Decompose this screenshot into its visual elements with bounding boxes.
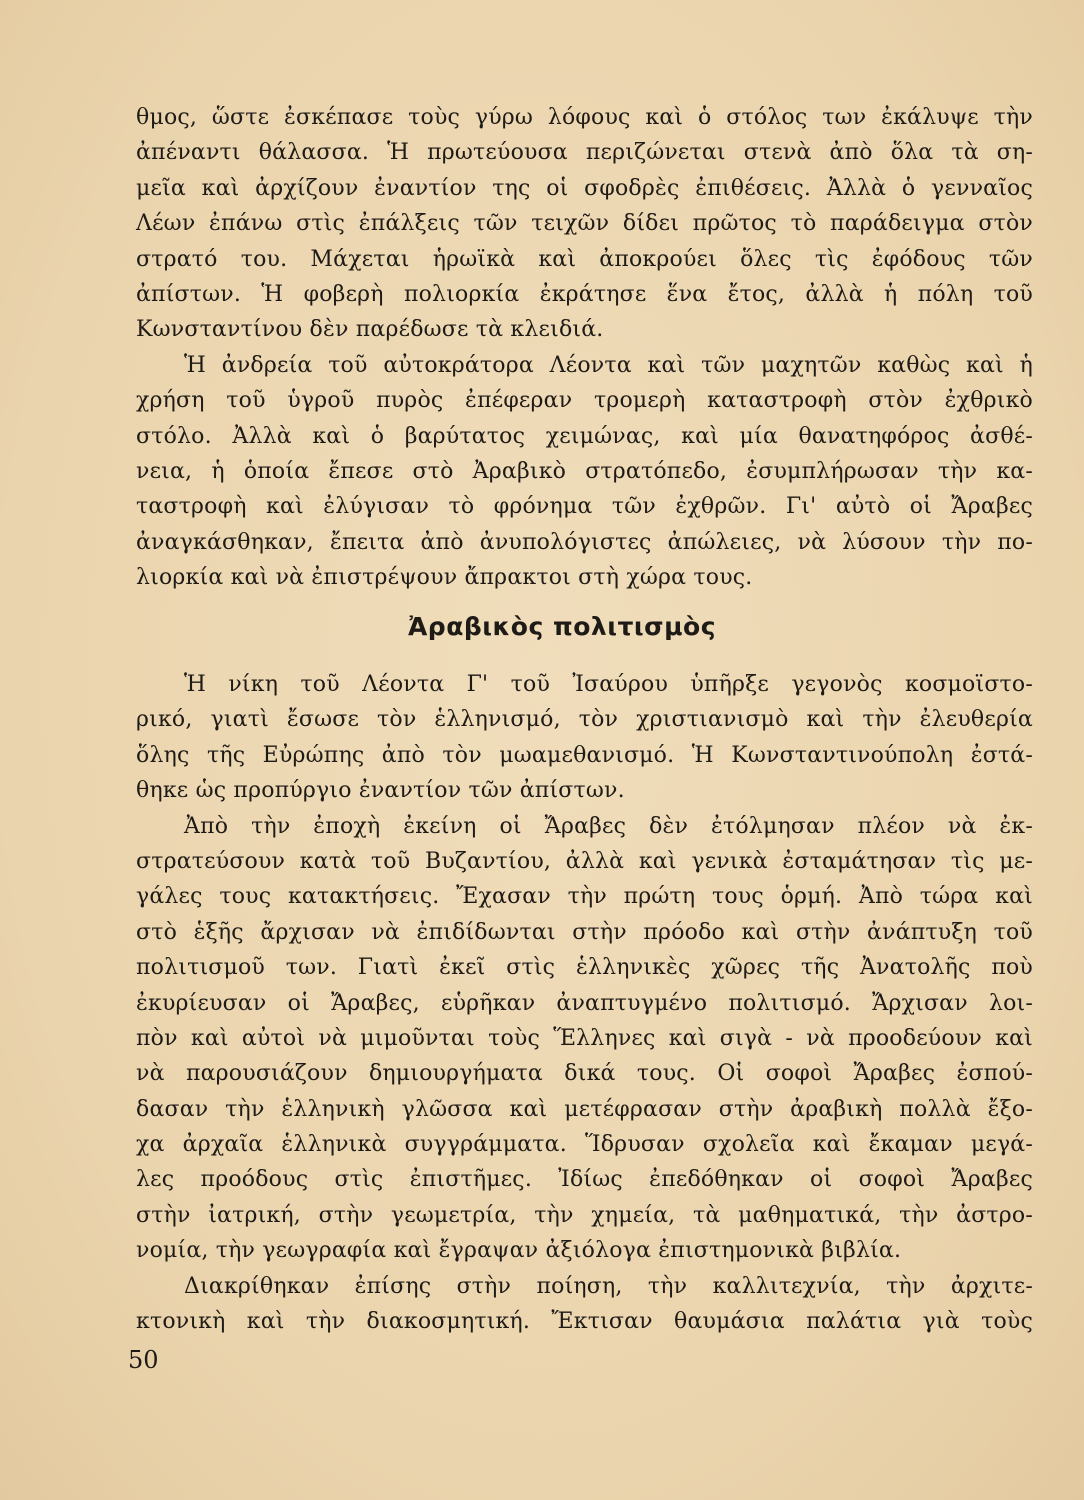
text-line: Διακρίθηκαν ἐπίσης στὴν ποίηση, τὴν καλλιτεχνία, τὴν ἀρχιτε-	[184, 1273, 1033, 1299]
text-line: γάλες τους κατακτήσεις. Ἔχασαν τὴν πρώτη τους ὁρμή. Ἀπὸ τώρα καὶ	[136, 884, 1033, 910]
text-line: ἐκυρίευσαν οἱ Ἄραβες, εὑρῆκαν ἀναπτυγμένο πολιτισμό. Ἄρχισαν λοι-	[136, 990, 1033, 1016]
text-line: στρατό του. Μάχεται ἡρωϊκὰ καὶ ἀποκρούει ὅλες τὶς ἐφόδους τῶν	[136, 246, 1033, 272]
text-line: Ἀπὸ τὴν ἐποχὴ ἐκείνη οἱ Ἄραβες δὲν ἐτόλμησαν πλέον νὰ ἐκ-	[184, 813, 1033, 839]
text-line: Ἡ νίκη τοῦ Λέοντα Γ' τοῦ Ἰσαύρου ὑπῆρξε γεγονὸς κοσμοϊστο-	[184, 672, 1033, 697]
section-one-text	[136, 100, 1033, 595]
text-line: στόλο. Ἀλλὰ καὶ ὁ βαρύτατος χειμώνας, καὶ μία θανατηφόρος ἀσθέ-	[136, 423, 1033, 449]
text-line: στὸ ἑξῆς ἄρχισαν νὰ ἐπιδίδωνται στὴν πρόοδο καὶ στὴν ἀνάπτυξη τοῦ	[136, 919, 1033, 945]
text-line: μεῖα καὶ ἀρχίζουν ἐναντίον της οἱ σφοδρὲς ἐπιθέσεις. Ἀλλὰ ὁ γενναῖος	[136, 175, 1033, 201]
text-line: λιορκία καὶ νὰ ἐπιστρέψουν ἄπρακτοι στὴ χώρα τους.	[136, 565, 753, 591]
section-two-text	[136, 667, 1033, 1339]
text-line: Λέων ἐπάνω στὶς ἐπάλξεις τῶν τειχῶν δίδει πρῶτος τὸ παράδειγμα στὸν	[136, 211, 1033, 237]
text-line: δασαν τὴν ἑλληνικὴ γλῶσσα καὶ μετέφρασαν στὴν ἀραβικὴ πολλὰ ἔξο-	[136, 1096, 1033, 1122]
text-line: ταστροφὴ καὶ ἐλύγισαν τὸ φρόνημα τῶν ἐχθρῶν. Γι' αὐτὸ οἱ Ἄραβες	[136, 494, 1033, 520]
text-line: νομία, τὴν γεωγραφία καὶ ἔγραψαν ἀξιόλογα ἐπιστημονικὰ βιβλία.	[136, 1238, 902, 1264]
text-line: κτονικὴ καὶ τὴν διακοσμητική. Ἔκτισαν θαυμάσια παλάτια γιὰ τοὺς	[136, 1309, 1033, 1335]
text-line: νὰ παρουσιάζουν δημιουργήματα δικά τους. Οἱ σοφοὶ Ἄραβες ἐσπού-	[136, 1061, 1033, 1087]
text-line: νεια, ἡ ὁποία ἔπεσε στὸ Ἀραβικὸ στρατόπεδο, ἐσυμπλήρωσαν τὴν κα-	[136, 458, 1033, 484]
page-number: 50	[128, 1346, 159, 1374]
text-line: στὴν ἰατρική, στὴν γεωμετρία, τὴν χημεία, τὰ μαθηματικά, τὴν ἀστρο-	[136, 1202, 1033, 1228]
text-line: στρατεύσουν κατὰ τοῦ Βυζαντίου, ἀλλὰ καὶ γενικὰ ἐσταμάτησαν τὶς με-	[136, 848, 1033, 874]
text-line: λες προόδους στὶς ἐπιστῆμες. Ἰδίως ἐπεδόθηκαν οἱ σοφοὶ Ἄραβες	[136, 1167, 1033, 1193]
text-line: Ἡ ἀνδρεία τοῦ αὐτοκράτορα Λέοντα καὶ τῶν μαχητῶν καθὼς καὶ ἡ	[184, 352, 1033, 378]
text-line: πὸν καὶ αὐτοὶ νὰ μιμοῦνται τοὺς Ἕλληνες καὶ σιγὰ - νὰ προοδεύουν καὶ	[136, 1025, 1033, 1051]
text-line: Κωνσταντίνου δὲν παρέδωσε τὰ κλειδιά.	[136, 317, 604, 343]
text-line: θηκε ὡς προπύργιο ἐναντίον τῶν ἀπίστων.	[136, 778, 625, 804]
text-line: ὅλης τῆς Εὐρώπης ἀπὸ τὸν μωαμεθανισμό. Ἡ Κωνσταντινούπολη ἐστά-	[136, 742, 1033, 768]
text-line: πολιτισμοῦ των. Γιατὶ ἐκεῖ στὶς ἑλληνικὲς χῶρες τῆς Ἀνατολῆς ποὺ	[136, 955, 1033, 981]
section-heading: Ἀραβικὸς πολιτισμὸς	[407, 612, 717, 641]
text-line: θμος, ὥστε ἐσκέπασε τοὺς γύρω λόφους καὶ ὁ στόλος των ἐκάλυψε τὴν	[136, 105, 1033, 130]
text-line: ἀναγκάσθηκαν, ἔπειτα ἀπὸ ἀνυπολόγιστες ἀπώλειες, νὰ λύσουν τὴν πο-	[136, 529, 1033, 555]
text-line: ρικό, γιατὶ ἔσωσε τὸν ἑλληνισμό, τὸν χριστιανισμὸ καὶ τὴν ἐλευθερία	[136, 707, 1033, 733]
text-line: χα ἀρχαῖα ἑλληνικὰ συγγράμματα. Ἵδρυσαν σχολεῖα καὶ ἔκαμαν μεγά-	[136, 1132, 1033, 1158]
text-line: ἀπίστων. Ἡ φοβερὴ πολιορκία ἐκράτησε ἕνα ἔτος, ἀλλὰ ἡ πόλη τοῦ	[136, 281, 1033, 307]
text-line: ἀπέναντι θάλασσα. Ἡ πρωτεύουσα περιζώνεται στενὰ ἀπὸ ὅλα τὰ ση-	[136, 140, 1033, 166]
text-line: χρήση τοῦ ὑγροῦ πυρὸς ἐπέφεραν τρομερὴ καταστροφὴ στὸν ἐχθρικὸ	[136, 388, 1033, 414]
